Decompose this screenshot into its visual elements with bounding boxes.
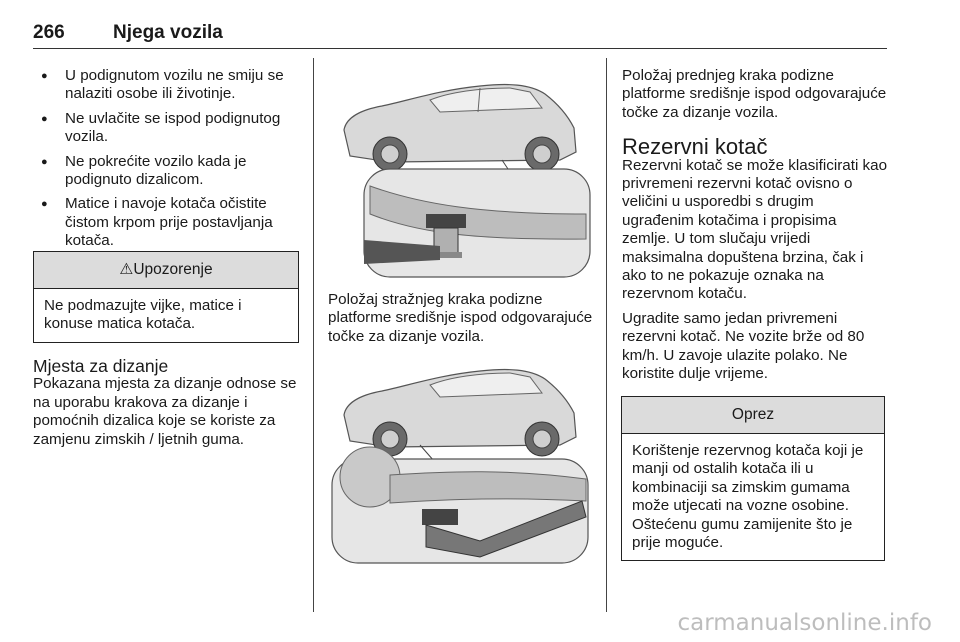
header-rule [33,48,887,49]
section-text: Pokazana mjesta za dizanje odnose se na uporabu krakova za dizanje i pomoćnih dizalica koje se koriste za zamjenu zimskih / ljetnih guma. [33,375,297,448]
watermark: carmanualsonline.info [677,610,932,636]
spare-wheel-paragraph-1: Rezervni kotač se može klasificirati kao privremeni rezervni kotač ovisno o veličini u usporedbi s drugim ugrađenim kotačima i propisima zemlje. U tom slučaju vrijedi maksimalna dopuštena brzina, čak i ako to ne pokazuje oznaka na rezervnom kotaču. [622,156,888,303]
warning-triangle-icon: ⚠ [119,261,134,278]
front-caption-text: Položaj prednjeg kraka podizne platforme središnje ispod odgovarajuće točke za dizanje vozila. [622,67,887,121]
spare-wheel-heading: Rezervni kotač [622,134,768,160]
left-column [33,67,303,257]
caution-text: Korištenje rezervnog kotača koji je manji od ostalih kotača ili u kombinaciji sa zimskim gumama može utjecati na vozne osobine. Oštećenu gumu zamijenite što je prije moguće. [632,442,864,552]
column-divider-right [606,58,607,612]
front-lift-point-figure [330,351,592,565]
safety-bullet-list [33,67,303,251]
spare-wheel-paragraph-2: Ugradite samo jedan privremeni rezervni kotač. Ne vozite brže od 80 km/h. U zavoje ulazite polako. Ne koristite dulje vrijeme. [622,309,865,383]
rear-caption-text: Položaj stražnjeg kraka podizne platforme središnje ispod odgovarajuće točke za dizanje vozila. [328,291,593,345]
page-header [33,22,223,44]
page-number: 266 [33,22,65,43]
warning-box [33,251,299,343]
bullet-item: ● Matice i navoje kotača očistite čistom krpom prije postavljanja kotača. [33,195,303,250]
warning-title: Upozorenje [133,261,213,278]
caution-header: Oprez [622,397,884,434]
bullet-item: ● U podignutom vozilu ne smiju se nalaziti osobe ili životinje. [33,67,303,104]
chapter-title: Njega vozila [113,22,223,43]
lifting-points-section [33,357,305,449]
bullet-item: ● Ne pokrećite vozilo kada je podignuto dizalicom. [33,153,303,190]
warning-text: Ne podmazujte vijke, matice i konuse matica kotača. [44,297,242,333]
bullet-item: ● Ne uvlačite se ispod podignutog vozila. [33,110,303,147]
column-divider-left [313,58,314,612]
section-heading: Mjesta za dizanje [33,356,169,376]
rear-caption [328,291,598,346]
rear-lift-point-figure [330,64,592,279]
warning-header [34,252,298,289]
caution-box [621,396,885,561]
right-column [622,67,888,384]
